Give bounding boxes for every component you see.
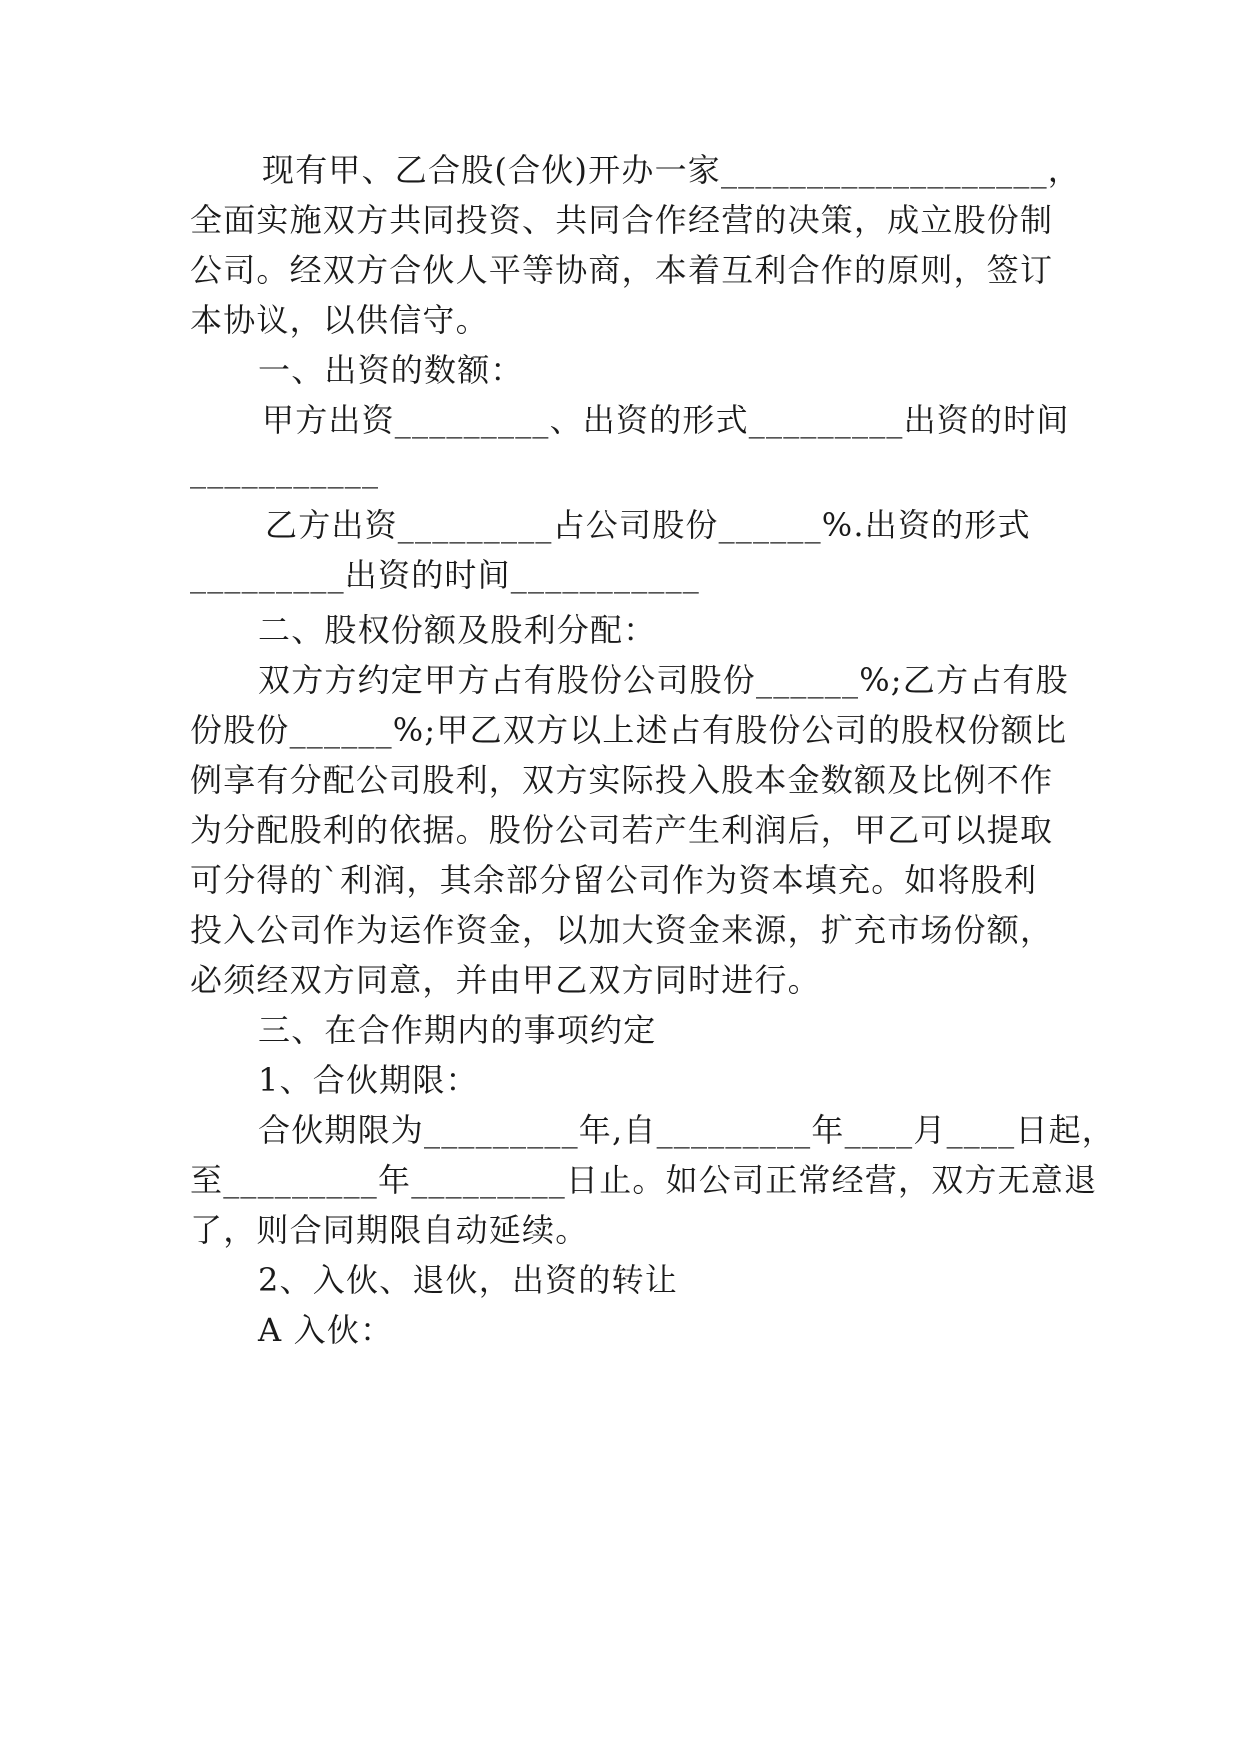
paragraph-line: 本协议，以供信守。	[190, 301, 489, 339]
paragraph-line: 合伙期限为_________年,自_________年____月____日起，	[258, 1111, 1115, 1149]
paragraph-line: 乙方出资_________占公司股份______%.出资的形式	[265, 506, 1031, 544]
blank-line: ___________	[190, 451, 380, 489]
paragraph-line: 现有甲、乙合股(合伙)开办一家___________________，	[262, 151, 1081, 189]
paragraph-line: 为分配股利的依据。股份公司若产生利润后，甲乙可以提取	[190, 811, 1054, 849]
paragraph-line: 例享有分配公司股利，双方实际投入股本金数额及比例不作	[190, 761, 1054, 799]
subsection-heading: 1、合伙期限：	[258, 1061, 479, 1099]
section-heading: 一、出资的数额：	[258, 351, 524, 389]
paragraph-line: 投入公司作为运作资金，以加大资金来源，扩充市场份额，	[190, 911, 1054, 949]
paragraph-line: 双方方约定甲方占有股份公司股份______%;乙方占有股	[258, 661, 1069, 699]
paragraph-line: 甲方出资_________、出资的形式_________出资的时间	[262, 401, 1070, 439]
paragraph-line: 全面实施双方共同投资、共同合作经营的决策，成立股份制	[190, 201, 1054, 239]
paragraph-line: _________出资的时间___________	[190, 556, 701, 594]
paragraph-line: 份股份______%;甲乙双方以上述占有股份公司的股权份额比	[190, 711, 1068, 749]
paragraph-line: 至_________年_________日止。如公司正常经营，双方无意退	[190, 1161, 1098, 1199]
section-heading: 三、在合作期内的事项约定	[258, 1011, 657, 1049]
paragraph-line: 公司。经双方合伙人平等协商，本着互利合作的原则，签订	[190, 251, 1054, 289]
subsection-heading: 2、入伙、退伙，出资的转让	[258, 1261, 678, 1299]
section-heading: 二、股权份额及股利分配：	[258, 611, 657, 649]
paragraph-line: 可分得的`利润，其余部分留公司作为资本填充。如将股利	[190, 861, 1038, 899]
paragraph-line: 了，则合同期限自动延续。	[190, 1211, 589, 1249]
paragraph-line: 必须经双方同意，并由甲乙双方同时进行。	[190, 961, 821, 999]
subsection-heading: A 入伙：	[258, 1311, 394, 1349]
